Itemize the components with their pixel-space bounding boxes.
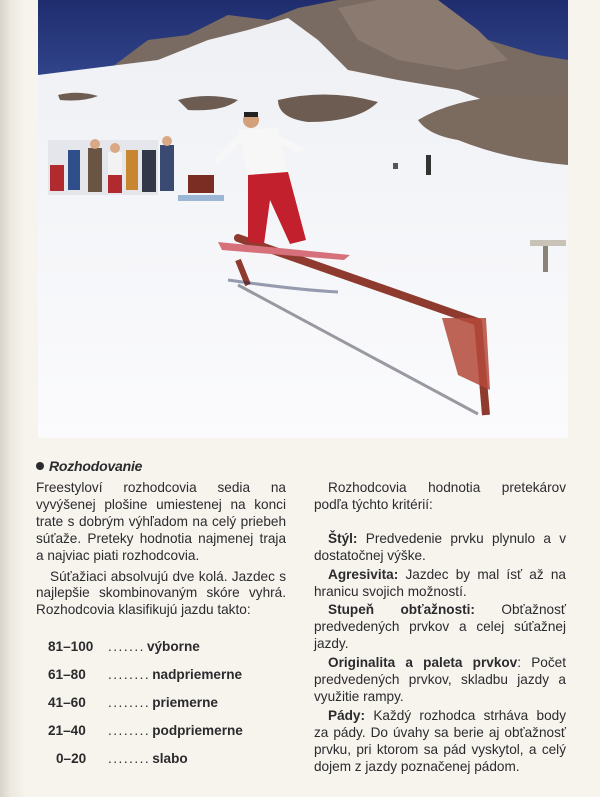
criterion-aggression xyxy=(314,567,566,601)
score-row xyxy=(48,639,298,667)
score-list xyxy=(48,639,298,779)
criterion-text: Jazdec by mal ísť až na hranicu svojich možností. xyxy=(314,566,566,599)
criterion-name: Stupeň obťažnosti: xyxy=(328,602,475,618)
criterion-style xyxy=(314,531,566,565)
score-row xyxy=(48,723,298,751)
page-binding-shadow xyxy=(0,0,26,797)
score-label: výborne xyxy=(146,639,200,654)
bullet-icon xyxy=(36,462,44,470)
right-column xyxy=(314,480,566,778)
paragraph-judges: Freestyloví rozhodcovia sedia na vyvýšenej plošine umiestenej na konci trate s dobrým výhľadom na celý priebeh súťaže. Preteky hodnotia najmenej traja a najviac piati rozhodcovia. xyxy=(36,480,286,563)
criterion-text: Každý rozhodca strháva body za pády. Do úvahy sa berie aj obťažnosť prvku, pri ktorom sa pád vyskytol, a celý dojem z jazdy poznačenej pádom. xyxy=(314,707,566,774)
criterion-name: Pády: xyxy=(328,707,366,723)
criterion-originality xyxy=(314,655,566,706)
criterion-name: Agresivita: xyxy=(328,566,399,582)
criterion-text: Predvedenie prvku plynulo a v dostatočnej výške. xyxy=(314,530,566,563)
criterion-text: : Počet predvedených prvkov, skladbu jazdy a využitie rampy. xyxy=(314,655,566,704)
score-row xyxy=(48,751,298,779)
score-label: priemerne xyxy=(152,695,218,710)
score-row xyxy=(48,667,298,695)
score-dots: ........ xyxy=(108,751,151,766)
criterion-falls xyxy=(314,708,566,776)
score-range: 0–20 xyxy=(56,751,87,766)
heading-text: Rozhodovanie xyxy=(49,458,143,474)
criteria-intro: Rozhodcovia hodnotia pretekárov podľa týchto kritérií: xyxy=(314,480,566,512)
snowboard-photo xyxy=(38,0,568,438)
score-label: slabo xyxy=(152,751,188,766)
score-dots: ........ xyxy=(108,695,151,710)
score-dots: ........ xyxy=(108,667,151,682)
criterion-text: Obťažnosť predvedených prvkov a celej súťažnej jazdy. xyxy=(314,602,566,652)
score-dots: ........ xyxy=(108,723,151,738)
score-row xyxy=(48,695,298,723)
score-label: podpriemerne xyxy=(152,723,243,738)
score-range: 81–100 xyxy=(48,639,94,654)
score-range: 41–60 xyxy=(48,695,86,710)
criterion-name: Originalita a paleta prvkov xyxy=(328,655,518,671)
criterion-difficulty xyxy=(314,602,566,653)
score-range: 61–80 xyxy=(48,667,86,682)
score-label: nadpriemerne xyxy=(152,667,243,682)
criterion-name: Štýl: xyxy=(328,530,358,546)
paragraph-rounds: Súťažiaci absolvujú dve kolá. Jazdec s najlepšie skombinovaným skóre vyhrá. Rozhodcovia klasifikujú jazdu takto: xyxy=(36,568,286,618)
score-range: 21–40 xyxy=(48,723,86,738)
section-heading xyxy=(36,458,142,474)
score-dots: ....... xyxy=(108,639,145,654)
left-column xyxy=(36,480,286,623)
